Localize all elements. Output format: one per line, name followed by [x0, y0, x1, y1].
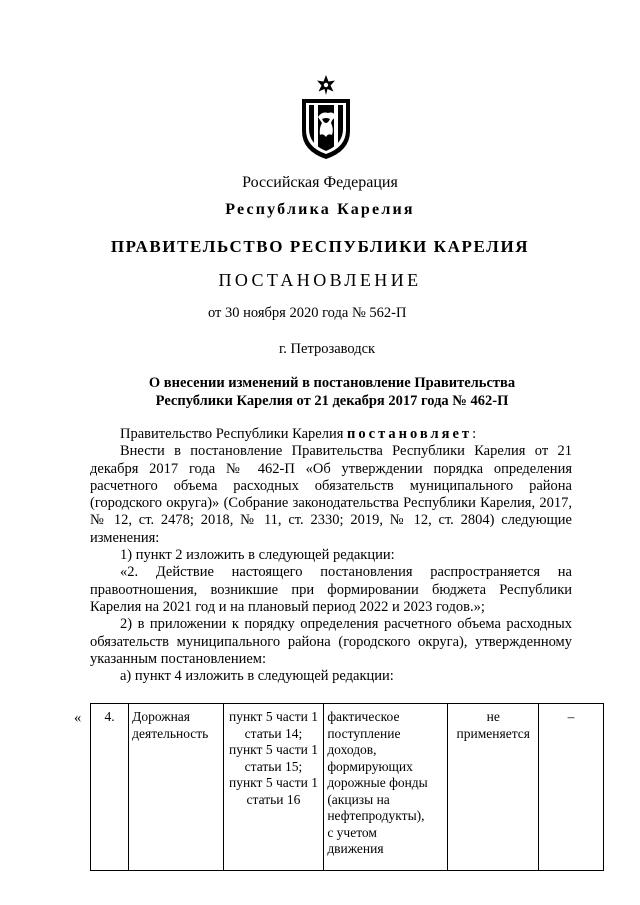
intro-paragraph: [90, 426, 572, 443]
cell-name: [129, 704, 224, 871]
paragraph-item-2a: а) пункт 4 изложить в следующей редакции:: [120, 668, 394, 685]
decree-title-line-2: Республики Карелия от 21 декабря 2017 года № 462-П: [155, 393, 509, 409]
cell-line: статьи 15;: [244, 758, 303, 774]
table-row: [91, 704, 604, 871]
cell-line: поступление: [327, 725, 401, 741]
cell-applicability: [448, 704, 539, 871]
cell-line: доходов,: [327, 742, 377, 757]
decree-city: г. Петрозаводск: [279, 341, 376, 357]
cell-line: фактическое: [327, 709, 400, 724]
federation-name: Российская Федерация: [242, 174, 398, 191]
cell-line: движения: [327, 841, 384, 856]
republic-name: Республика Карелия: [225, 201, 415, 218]
cell-line: с учетом: [327, 824, 377, 840]
cell-line: (акцизы на: [327, 791, 390, 807]
paragraph-quote: «2. Действие настоящего постановления распространяется на правоотношения, возникшие при формировании бюджета Республики Карелия на 2021 год и на плановый период 2022 и 2023 годов.»;: [90, 564, 572, 615]
cell-line: пункт 5 части 1: [228, 775, 318, 790]
intro-prefix: Правительство Республики Карелия: [120, 426, 348, 442]
amendment-table: [90, 703, 604, 871]
table-open-quote: «: [74, 710, 82, 726]
decree-date: от 30 ноября 2020 года № 562-П: [208, 305, 407, 321]
cell-line: деятельность: [132, 725, 209, 741]
cell-line: нефтепродукты),: [327, 808, 425, 823]
paragraph-item-1: 1) пункт 2 изложить в следующей редакции:: [120, 547, 395, 564]
cell-line: пункт 5 части 1: [228, 709, 318, 724]
decree-title-line-1: О внесении изменений в постановление Правительства: [148, 375, 516, 391]
cell-line: Дорожная: [132, 709, 191, 724]
cell-last: –: [539, 704, 604, 871]
decree-body: [90, 426, 572, 685]
cell-legal-basis: [223, 704, 324, 871]
paragraph-item-2: 2) в приложении к порядку определения расчетного объема расходных обязательств муниципального района (городского округа), утвержденному указанным постановлением:: [90, 616, 572, 667]
cell-line: статьи 14;: [244, 725, 303, 741]
cell-line: применяется: [456, 725, 530, 741]
intro-spaced-verb: постановляет: [347, 426, 473, 442]
cell-number: 4.: [91, 704, 129, 871]
government-name: ПРАВИТЕЛЬСТВО РЕСПУБЛИКИ КАРЕЛИЯ: [110, 237, 530, 256]
karelia-coat-of-arms-icon: [296, 73, 356, 161]
cell-indicator: [324, 704, 448, 871]
cell-line: статьи 16: [246, 791, 301, 807]
cell-line: не: [486, 709, 500, 724]
cell-line: пункт 5 части 1: [228, 742, 318, 757]
intro-suffix: :: [472, 426, 477, 442]
paragraph-amendments: Внести в постановление Правительства Республики Карелия от 21 декабря 2017 года № 462-П «Об утверждении порядка определения расчетного объема расходных обязательств муниципального района (городского округа)» (Собрание законодательства Республики Карелия, 2017, № 12, ст. 2478; 2018, № 11, ст. 2330; 2019, № 12, ст. 2804) следующие изменения:: [90, 443, 572, 546]
cell-line: дорожные фонды: [327, 775, 428, 790]
cell-line: формирующих: [327, 758, 413, 774]
decree-heading: ПОСТАНОВЛЕНИЕ: [218, 270, 422, 290]
